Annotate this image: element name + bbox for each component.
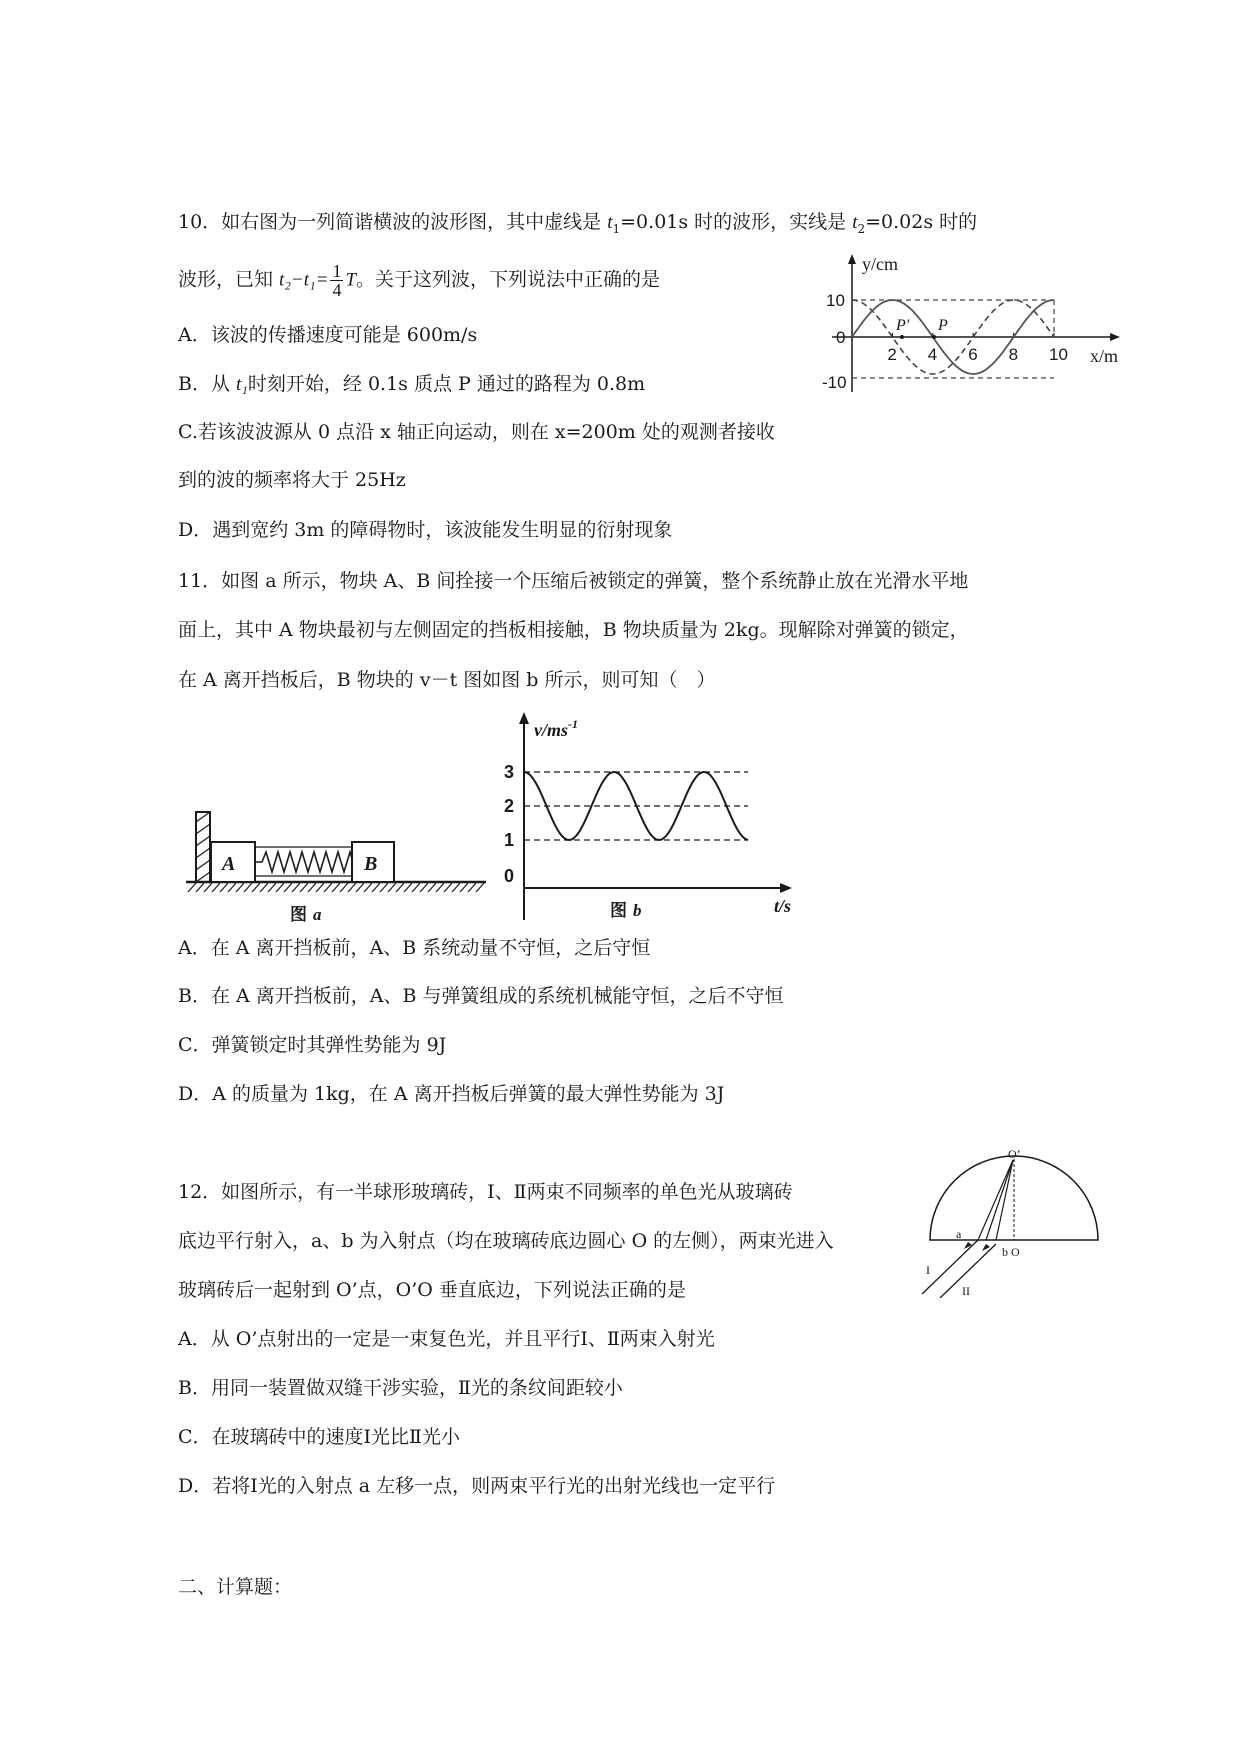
period-symbol: T xyxy=(345,269,357,291)
block-b-label: B xyxy=(364,853,378,875)
wave-y-bottom-label: -10 xyxy=(822,373,847,392)
q10-option-c-1: C.若该波波源从 0 点沿 x 轴正向运动，则在 x=200m 处的观测者接收 xyxy=(178,421,775,443)
q12-option-d: D．若将Ⅰ光的入射点 a 左移一点，则两束平行光的出射光线也一定平行 xyxy=(178,1475,776,1497)
q10-option-c-2: 到的波的频率将大于 25Hz xyxy=(178,469,406,491)
wave-guides xyxy=(852,300,1054,378)
q12-option-a: A．从 O’点射出的一定是一束复色光，并且平行Ⅰ、Ⅱ两束入射光 xyxy=(178,1328,715,1350)
ground-hatch-mark xyxy=(276,883,284,892)
ground xyxy=(186,882,486,892)
point-p-prime-label: P' xyxy=(896,317,910,334)
wave-x-tick-label: 2 xyxy=(887,345,897,364)
fraction-one-quarter: $\frac{1}{4}$ xyxy=(332,261,342,300)
wave-x-tick-label: 4 xyxy=(927,345,938,364)
ray-ii-label: II xyxy=(962,1284,970,1298)
ground-hatch-mark xyxy=(476,883,484,892)
q11-option-a: A．在 A 离开挡板前，A、B 系统动量不守恒，之后守恒 xyxy=(178,937,651,959)
q12-line-1: 12．如图所示，有一半球形玻璃砖，Ⅰ、Ⅱ两束不同频率的单色光从玻璃砖 xyxy=(178,1181,793,1203)
ground-hatch-mark xyxy=(252,883,260,892)
point-a-label: a xyxy=(956,1227,962,1241)
ground-hatch-mark xyxy=(268,883,276,892)
wave-ylabel: y/cm xyxy=(862,254,898,274)
ground-hatch-mark xyxy=(428,883,436,892)
wave-x-tick-label: 8 xyxy=(1008,345,1019,364)
ground-hatch-mark xyxy=(244,883,252,892)
ground-hatch-mark xyxy=(308,883,316,892)
vt-y-tick-label: 1 xyxy=(504,830,515,850)
ground-hatch-mark xyxy=(348,883,356,892)
q11-line-3: 在 A 离开挡板后，B 物块的 v－t 图如图 b 所示，则可知（ ） xyxy=(178,669,716,691)
q12-line-2: 底边平行射入，a、b 为入射点（均在玻璃砖底边圆心 O 的左侧），两束光进入 xyxy=(178,1230,834,1252)
figure-b-vt-graph xyxy=(500,712,810,932)
ground-hatch-mark xyxy=(412,883,420,892)
ground-hatch-mark xyxy=(396,883,404,892)
q11-option-d: D．A 的质量为 1kg，在 A 离开挡板后弹簧的最大弹性势能为 3J xyxy=(178,1083,725,1105)
q12-line-3: 玻璃砖后一起射到 O’点，O’O 垂直底边，下列说法正确的是 xyxy=(178,1279,686,1301)
ray-arrow-1 xyxy=(964,1242,972,1249)
ground-hatch-mark xyxy=(436,883,444,892)
t1-symbol: t xyxy=(607,212,613,233)
point-p-prime-dot xyxy=(900,335,904,339)
ground-hatch-mark xyxy=(228,883,236,892)
figure-b-caption: 图 b xyxy=(610,901,642,920)
vt-ylabel: $v/ms^{-1}$ xyxy=(534,717,578,740)
ground-hatch-mark xyxy=(212,883,220,892)
q12-option-b: B．用同一装置做双缝干涉实验，Ⅱ光的条纹间距较小 xyxy=(178,1377,623,1399)
ground-hatch-mark xyxy=(196,883,204,892)
ground-hatch-mark xyxy=(420,883,428,892)
vt-y-tick-label: 3 xyxy=(504,762,515,782)
ground-hatch-mark xyxy=(404,883,412,892)
q12-option-c: C．在玻璃砖中的速度Ⅰ光比Ⅱ光小 xyxy=(178,1426,460,1448)
point-p-dot xyxy=(932,335,936,339)
ground-hatch-mark xyxy=(468,883,476,892)
block-a-label: A xyxy=(222,853,236,875)
q11-line-1: 11．如图 a 所示，物块 A、B 间拴接一个压缩后被锁定的弹簧，整个系统静止放在光滑水平地 xyxy=(178,570,969,592)
section-2-heading: 二、计算题： xyxy=(178,1576,293,1598)
ground-hatch-mark xyxy=(356,883,364,892)
ray-ii-inside xyxy=(996,1160,1013,1240)
ground-hatch-mark xyxy=(316,883,324,892)
o-prime-label: O’ xyxy=(1008,1148,1021,1161)
ground-hatch-mark xyxy=(284,883,292,892)
ground-hatch-mark xyxy=(188,883,196,892)
ray-i-label: I xyxy=(926,1263,930,1277)
ground-hatch-mark xyxy=(364,883,372,892)
vt-xlabel: t/s xyxy=(774,896,792,916)
ground-hatch-mark xyxy=(300,883,308,892)
wave-y-top-label: 10 xyxy=(826,291,845,310)
wave-axes xyxy=(832,254,1120,392)
q11-option-b: B．在 A 离开挡板前，A、B 与弹簧组成的系统机械能守恒，之后不守恒 xyxy=(178,985,784,1007)
ground-hatch-mark xyxy=(204,883,212,892)
ray-arrow-2 xyxy=(982,1244,990,1251)
ground-hatch-mark xyxy=(292,883,300,892)
q11-line-2: 面上，其中 A 物块最初与左侧固定的挡板相接触，B 物块质量为 2kg。现解除对弹簧的锁定， xyxy=(178,619,969,641)
ground-hatch-mark xyxy=(460,883,468,892)
ground-hatch-mark xyxy=(332,883,340,892)
wave-graph xyxy=(822,250,1152,405)
ground-hatch-mark xyxy=(260,883,268,892)
ground-hatch-mark xyxy=(452,883,460,892)
wave-x-tick-label: 10 xyxy=(1049,345,1068,364)
figure-a-caption: 图 a xyxy=(290,905,322,924)
wave-xlabel: x/m xyxy=(1090,346,1119,366)
q10-line-2: 波形，已知 t₂−t₁= $\frac{1}{4}$ T。关于这列波，下列说法中正确的是 xyxy=(178,261,661,300)
ground-hatch-mark xyxy=(340,883,348,892)
ground-hatch-mark xyxy=(444,883,452,892)
figure-a-blocks-spring xyxy=(184,800,494,930)
ground-hatch-mark xyxy=(388,883,396,892)
ground-hatch-mark xyxy=(236,883,244,892)
time-difference: t₂−t₁= xyxy=(279,269,329,291)
q10-option-a: A．该波的传播速度可能是 600m/s xyxy=(178,324,478,346)
ground-hatch-mark xyxy=(372,883,380,892)
q11-option-c: C．弹簧锁定时其弹性势能为 9J xyxy=(178,1034,447,1056)
wave-y-zero-label: 0 xyxy=(836,328,846,347)
ray-middle-inside xyxy=(986,1160,1013,1240)
vt-y-tick-label: 2 xyxy=(504,796,515,816)
q10-option-d: D．遇到宽约 3m 的障碍物时，该波能发生明显的衍射现象 xyxy=(178,519,673,541)
vt-y-tick-label: 0 xyxy=(504,866,515,886)
point-b-label: b xyxy=(1002,1245,1008,1259)
ground-hatch xyxy=(188,883,484,892)
hemisphere-glass-figure xyxy=(912,1148,1112,1298)
ground-hatch-mark xyxy=(380,883,388,892)
wave-x-tick-label: 6 xyxy=(968,345,978,364)
q10-option-b: B．从 t₁时刻开始，经 0.1s 质点 P 通过的路程为 0.8m xyxy=(178,373,646,395)
ray-i-inside xyxy=(978,1160,1013,1240)
left-wall xyxy=(196,812,210,882)
center-o-label: O xyxy=(1011,1245,1020,1259)
q10-line-1: 10．如右图为一列简谐横波的波形图，其中虚线是 $t_1=0.01s$ 时的波形，实线是 $t_2=0.02s$ 时的 xyxy=(178,211,978,236)
t2-symbol: t xyxy=(852,212,858,233)
point-p-label: P xyxy=(938,317,948,334)
vt-y-ticks xyxy=(504,762,748,886)
ground-hatch-mark xyxy=(220,883,228,892)
ground-hatch-mark xyxy=(324,883,332,892)
